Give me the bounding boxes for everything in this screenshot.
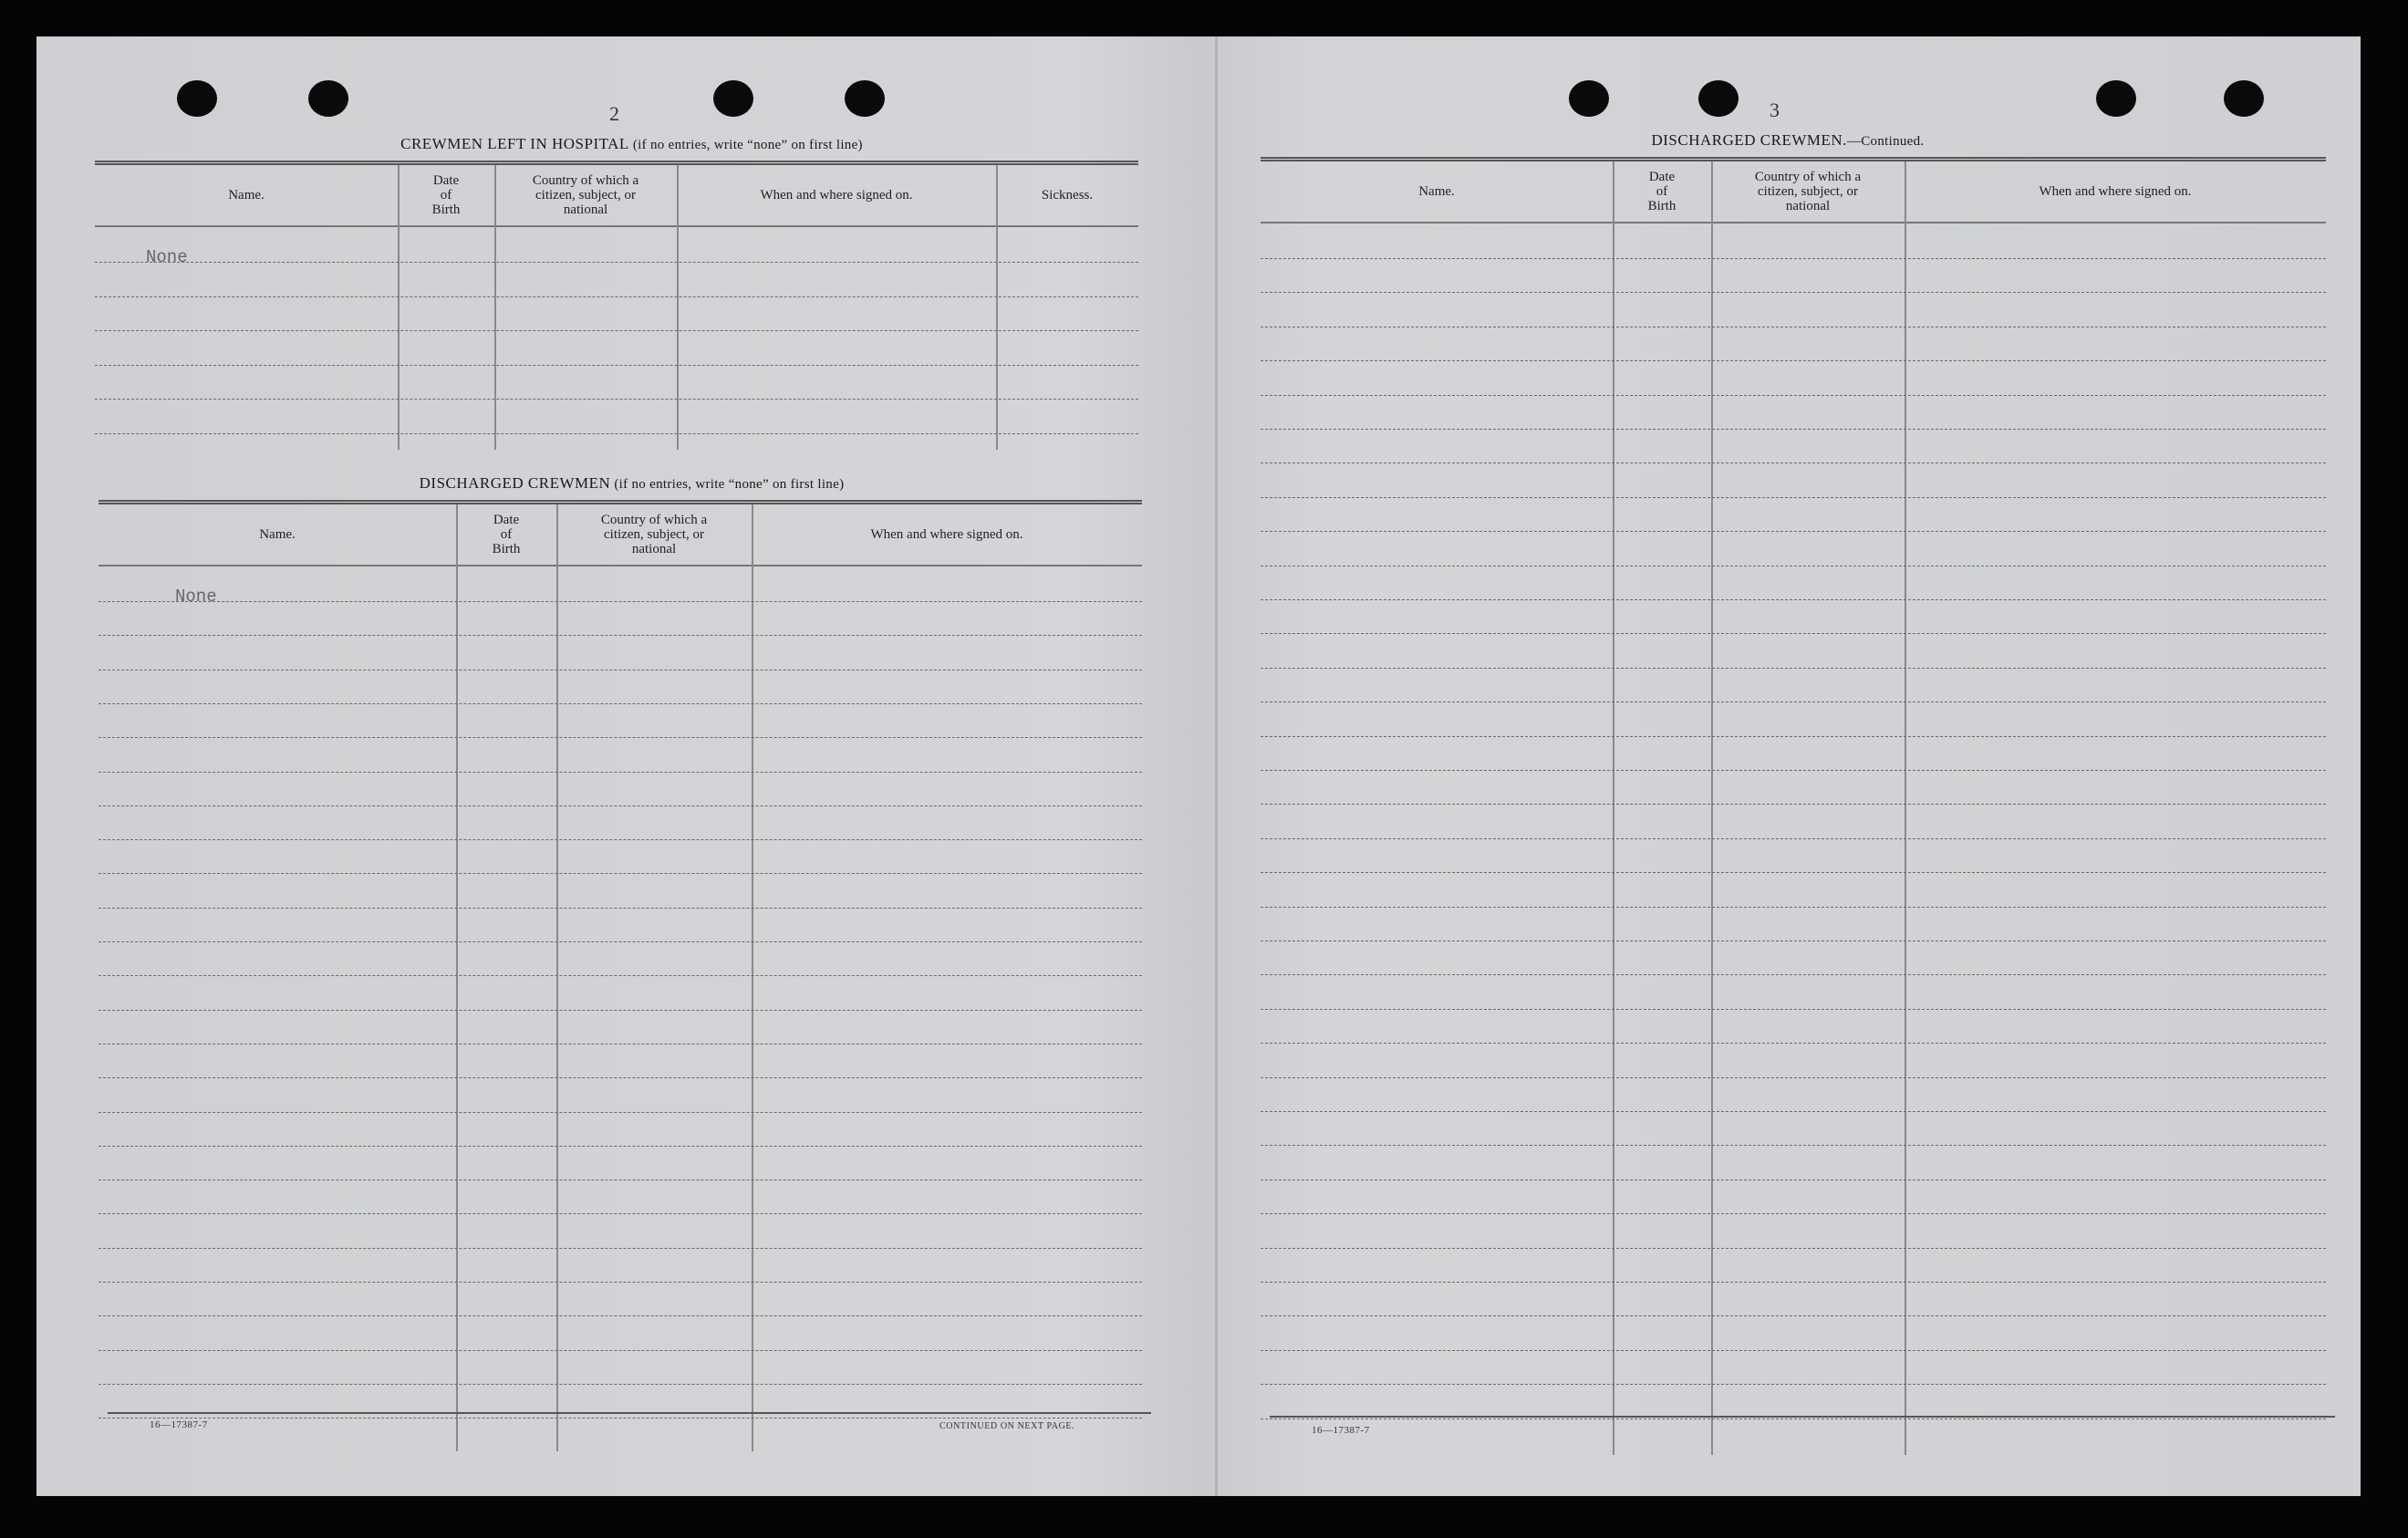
form-row-line <box>99 1315 1142 1316</box>
punch-hole <box>2224 80 2264 117</box>
form-row-line <box>1261 1043 2326 1044</box>
hospital-title-note: (if no entries, write “none” on first line) <box>628 138 863 152</box>
form-row-line <box>1261 1248 2326 1249</box>
form-row-line <box>99 1282 1142 1283</box>
discharged-continued-title <box>1259 131 2317 150</box>
form-row-line <box>99 975 1142 976</box>
form-row-line <box>1261 429 2326 430</box>
page-fold <box>1215 36 1218 1496</box>
discharged-section-title <box>96 474 1168 493</box>
form-row-line <box>1261 1384 2326 1385</box>
form-row-line <box>1261 1009 2326 1010</box>
hospital-table <box>95 161 1138 450</box>
form-row-line <box>1261 599 2326 600</box>
form-row-line <box>1261 633 2326 634</box>
continued-note: CONTINUED ON NEXT PAGE. <box>939 1421 1075 1431</box>
form-row-line <box>1261 668 2326 669</box>
form-row-line <box>99 1213 1142 1214</box>
form-number-right: 16—17387-7 <box>1312 1425 1370 1436</box>
form-row-line <box>99 737 1142 738</box>
form-row-line <box>1261 804 2326 805</box>
form-row-line <box>1261 1213 2326 1214</box>
form-row-line <box>99 1146 1142 1147</box>
form-row-line <box>1261 1077 2326 1078</box>
right-header-country: Country of which a citizen, subject, or national <box>1754 170 1862 213</box>
form-row-line <box>95 330 1138 331</box>
form-row-line <box>99 941 1142 942</box>
form-row-line <box>1261 940 2326 941</box>
form-row-line <box>1261 1111 2326 1112</box>
form-row-line <box>1261 497 2326 498</box>
form-row-line <box>1261 258 2326 259</box>
form-row-line <box>1261 974 2326 975</box>
form-row-line <box>95 262 1138 263</box>
form-number-left: 16—17387-7 <box>150 1419 208 1430</box>
form-row-line <box>99 1010 1142 1011</box>
page-number-right: 3 <box>1770 99 1780 121</box>
form-row-line <box>95 296 1138 297</box>
form-row-line <box>99 1248 1142 1249</box>
form-row-line <box>99 1384 1142 1385</box>
right-header-name: Name. <box>1418 184 1455 199</box>
form-row-line <box>99 805 1142 806</box>
punch-hole <box>845 80 885 117</box>
discharged-title-main: DISCHARGED CREWMEN <box>419 474 611 492</box>
form-row-line <box>1261 395 2326 396</box>
form-row-line <box>99 873 1142 874</box>
right-header-signed-on: When and where signed on. <box>2039 184 2192 199</box>
hospital-section-title <box>96 135 1168 153</box>
form-row-line <box>99 772 1142 773</box>
form-row-line <box>1261 292 2326 293</box>
form-row-line <box>1261 907 2326 908</box>
form-row-line <box>99 908 1142 909</box>
discharged-continued-table <box>1261 157 2326 1455</box>
form-row-line <box>99 1179 1142 1180</box>
left-page-bottom-rule <box>108 1412 1151 1414</box>
punch-hole <box>308 80 348 117</box>
form-row-line <box>1261 1418 2326 1419</box>
form-row-line <box>1261 838 2326 839</box>
form-row-line <box>99 703 1142 704</box>
page-number-left: 2 <box>609 102 619 125</box>
form-row-line <box>99 635 1142 636</box>
form-row-line <box>99 839 1142 840</box>
form-row-line <box>1261 1145 2326 1146</box>
form-row-line <box>99 601 1142 602</box>
punch-hole <box>713 80 753 117</box>
discharged-continued-title-note: —Continued. <box>1846 134 1925 149</box>
discharged-header-country: Country of which a citizen, subject, or national <box>600 513 708 556</box>
form-row-line <box>1261 462 2326 463</box>
hospital-header-signed-on: When and where signed on. <box>760 188 913 203</box>
form-row-line <box>1261 360 2326 361</box>
punch-hole <box>2096 80 2136 117</box>
hospital-header-dob: Date of Birth <box>431 173 461 217</box>
form-row-line <box>1261 872 2326 873</box>
form-row-line <box>1261 1315 2326 1316</box>
discharged-title-note: (if no entries, write “none” on first line) <box>610 477 845 492</box>
hospital-header-country: Country of which a citizen, subject, or national <box>532 173 639 217</box>
document-sheet <box>36 36 2361 1496</box>
discharged-header-name: Name. <box>259 527 296 542</box>
form-row-line <box>1261 736 2326 737</box>
form-row-line <box>95 365 1138 366</box>
discharged-entry-name: None <box>175 587 217 607</box>
discharged-table <box>99 500 1142 1451</box>
discharged-continued-title-main: DISCHARGED CREWMEN. <box>1651 131 1847 149</box>
form-row-line <box>99 1112 1142 1113</box>
discharged-header-signed-on: When and where signed on. <box>870 527 1023 542</box>
punch-hole <box>1569 80 1609 117</box>
form-row-line <box>1261 1179 2326 1180</box>
form-row-line <box>99 1350 1142 1351</box>
form-row-line <box>99 1077 1142 1078</box>
hospital-header-name: Name. <box>228 188 265 203</box>
form-row-line <box>95 399 1138 400</box>
hospital-title-main: CREWMEN LEFT IN HOSPITAL <box>400 135 629 152</box>
punch-hole <box>1698 80 1739 117</box>
form-row-line <box>1261 1282 2326 1283</box>
hospital-entry-name: None <box>146 247 188 267</box>
form-row-line <box>1261 701 2326 702</box>
punch-hole <box>177 80 217 117</box>
form-row-line <box>95 433 1138 434</box>
hospital-header-sickness: Sickness. <box>1041 188 1094 203</box>
form-row-line <box>1261 531 2326 532</box>
discharged-header-dob: Date of Birth <box>492 513 521 556</box>
right-page-bottom-rule <box>1270 1416 2335 1418</box>
form-row-line <box>1261 770 2326 771</box>
right-header-dob: Date of Birth <box>1647 170 1676 213</box>
form-row-line <box>1261 1350 2326 1351</box>
